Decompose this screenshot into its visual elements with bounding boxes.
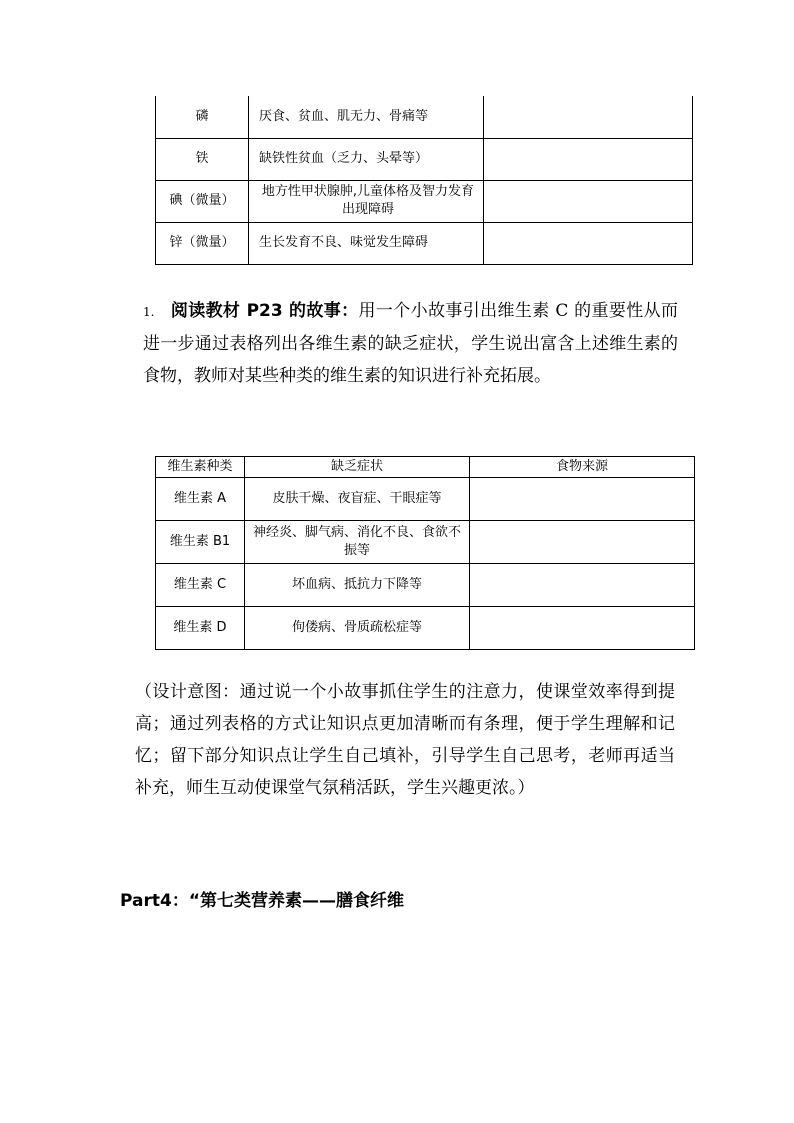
- table-row: [156, 564, 695, 607]
- section-1-paragraph: [143, 295, 678, 392]
- vitamin-name: 维生素 C: [156, 564, 245, 607]
- vitamin-source: [470, 564, 695, 607]
- mineral-source: [484, 96, 693, 138]
- mineral-name: 磷: [156, 96, 249, 138]
- mineral-source: [484, 138, 693, 180]
- vitamin-source: [470, 478, 695, 521]
- part4-heading: Part4：“第七类营养素——膳食纤维: [120, 891, 404, 911]
- mineral-symptom: 厌食、贫血、肌无力、骨痛等: [249, 96, 484, 138]
- table-row: [156, 478, 695, 521]
- mineral-symptom: 缺铁性贫血（乏力、头晕等）: [249, 138, 484, 180]
- mineral-symptom: 地方性甲状腺肿,儿童体格及智力发育出现障碍: [249, 180, 484, 222]
- section-1-text: 用一个小故事引出维生素 C 的重要性从而进一步通过表格列出各维生素的缺乏症状，学生说出富含上述维生素的食物，教师对某些种类的维生素的知识进行补充拓展。: [143, 301, 678, 386]
- minerals-table: [155, 96, 693, 265]
- mineral-name: 铁: [156, 138, 249, 180]
- vitamin-name: 维生素 B1: [156, 521, 245, 564]
- table-row: [156, 607, 695, 650]
- vitamin-symptom: 皮肤干燥、夜盲症、干眼症等: [245, 478, 470, 521]
- design-intent-paragraph: （设计意图：通过说一个小故事抓住学生的注意力，使课堂效率得到提高；通过列表格的方式让知识点更加清晰而有条理，便于学生理解和记忆；留下部分知识点让学生自己填补，引导学生自己思考，老师再适当补充，师生互动使课堂气氛稍活跃，学生兴趣更浓。）: [135, 682, 675, 798]
- table-row: [156, 180, 693, 222]
- vitamin-symptom: 神经炎、脚气病、消化不良、食欲不振等: [245, 521, 470, 564]
- vitamin-symptom: 佝偻病、骨质疏松症等: [245, 607, 470, 650]
- table-row: [156, 138, 693, 180]
- mineral-name: 碘（微量）: [156, 180, 249, 222]
- mineral-name: 锌（微量）: [156, 222, 249, 264]
- mineral-symptom: 生长发育不良、味觉发生障碍: [249, 222, 484, 264]
- vitamin-name: 维生素 D: [156, 607, 245, 650]
- header-deficiency: 缺乏症状: [245, 457, 470, 478]
- table-row: [156, 96, 693, 138]
- vitamin-symptom: 坏血病、抵抗力下降等: [245, 564, 470, 607]
- table-row: [156, 222, 693, 264]
- vitamin-name: 维生素 A: [156, 478, 245, 521]
- table-header-row: [156, 457, 695, 478]
- header-vitamin-type: 维生素种类: [156, 457, 245, 478]
- vitamin-source: [470, 521, 695, 564]
- mineral-source: [484, 222, 693, 264]
- vitamin-source: [470, 607, 695, 650]
- header-food-source: 食物来源: [470, 457, 695, 478]
- section-1-lead: 阅读教材 P23 的故事：: [170, 301, 359, 321]
- section-1-number: 1.: [143, 305, 155, 319]
- vitamins-table: [155, 456, 695, 650]
- table-row: [156, 521, 695, 564]
- mineral-source: [484, 180, 693, 222]
